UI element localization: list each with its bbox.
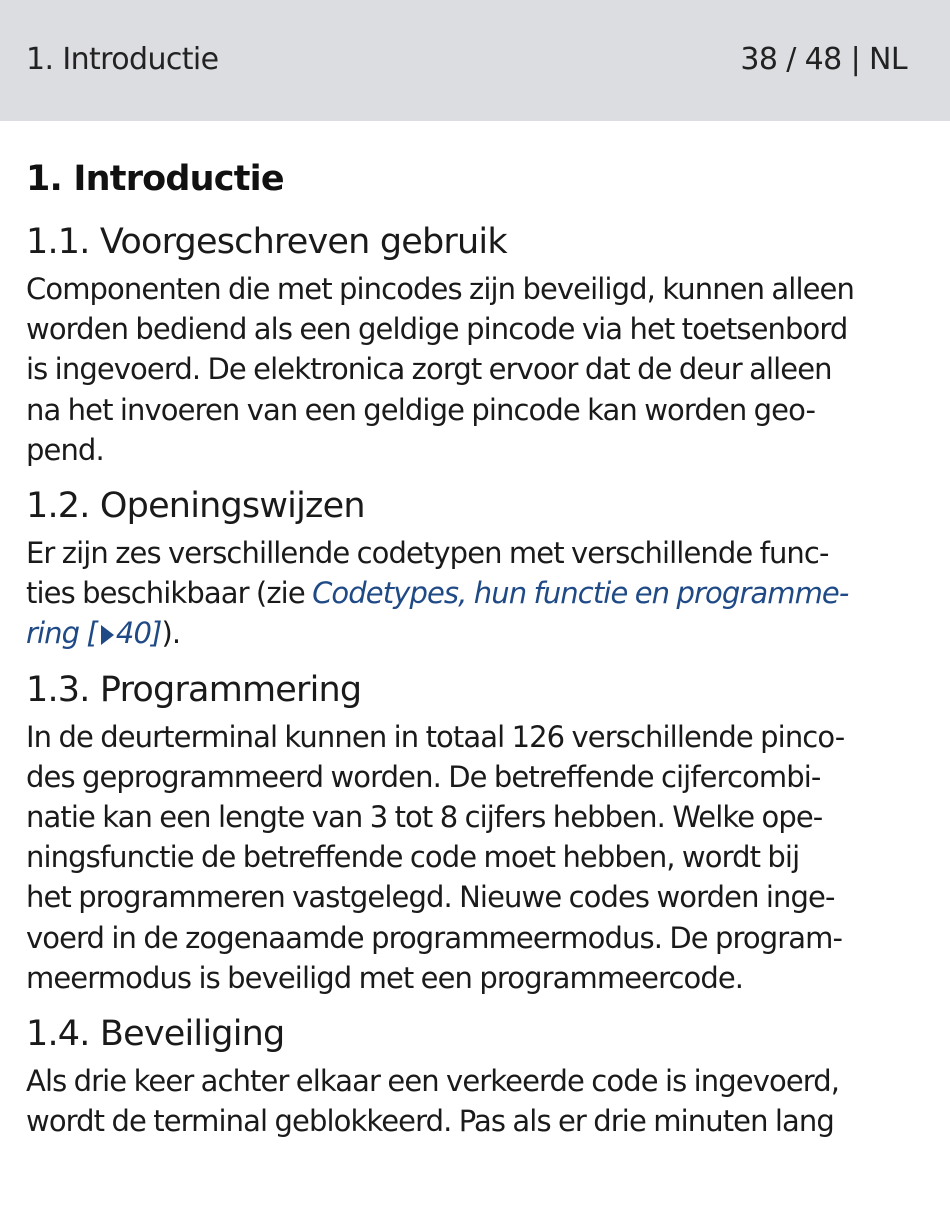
text-line: voerd in de zogenaamde programmeermodus. De program- (26, 920, 843, 955)
text-line: des geprogrammeerd worden. De betreffende cijfercombi- (26, 759, 821, 794)
text-line: Als drie keer achter elkaar een verkeerde code is ingevoerd, (26, 1064, 840, 1099)
text-line: worden bediend als een geldige pincode via het toetsenbord (26, 312, 848, 347)
text-line: het programmeren vastgelegd. Nieuwe codes worden inge- (26, 880, 835, 915)
document-body (26, 152, 926, 1141)
text-line: wordt de terminal geblokkeerd. Pas als er drie minuten lang (26, 1104, 834, 1139)
section-paragraph-1-2 (26, 533, 926, 654)
section-paragraph-1-4 (26, 1061, 926, 1141)
section-heading-1-4: 1.4. Beveiliging (26, 1014, 285, 1055)
text-line: Er zijn zes verschillende codetypen met verschillende func- (26, 536, 829, 571)
page-arrow-icon (101, 625, 114, 645)
chapter-title: 1. Introductie (26, 159, 284, 199)
text-line: ningsfunctie de betreffende code moet hebben, wordt bij (26, 840, 800, 875)
link-text[interactable]: ring [ (26, 616, 97, 651)
section-heading-1-1: 1.1. Voorgeschreven gebruik (26, 222, 507, 262)
link-text[interactable]: ] (151, 616, 162, 651)
text-line: natie kan een lengte van 3 tot 8 cijfers hebben. Welke ope- (26, 800, 823, 835)
text-line: Componenten die met pincodes zijn beveiligd, kunnen alleen (26, 272, 854, 306)
section-heading-1-2: 1.2. Openingswijzen (26, 486, 365, 527)
page-header (0, 0, 950, 121)
page-number: 38 / 48 | NL (740, 42, 907, 77)
section-paragraph-1-3 (26, 717, 926, 998)
text-line: meermodus is beveiligd met een programmeercode. (26, 960, 744, 995)
text-line: ties beschikbaar (zie (26, 576, 313, 611)
running-section-title: 1. Introductie (26, 42, 219, 77)
link-text[interactable]: Codetypes, hun functie en programme- (312, 576, 849, 611)
text-line: ). (161, 616, 181, 651)
link-page-number[interactable]: 40 (115, 616, 152, 651)
text-line: na het invoeren van een geldige pincode kan worden geo- (26, 392, 816, 427)
section-heading-1-3: 1.3. Programmering (26, 669, 362, 710)
text-line: In de deurterminal kunnen in totaal 126 verschillende pinco- (26, 719, 845, 754)
text-line: pend. (26, 432, 104, 467)
section-paragraph-1-1 (26, 269, 926, 470)
text-line: is ingevoerd. De elektronica zorgt ervoor dat de deur alleen (26, 352, 832, 387)
